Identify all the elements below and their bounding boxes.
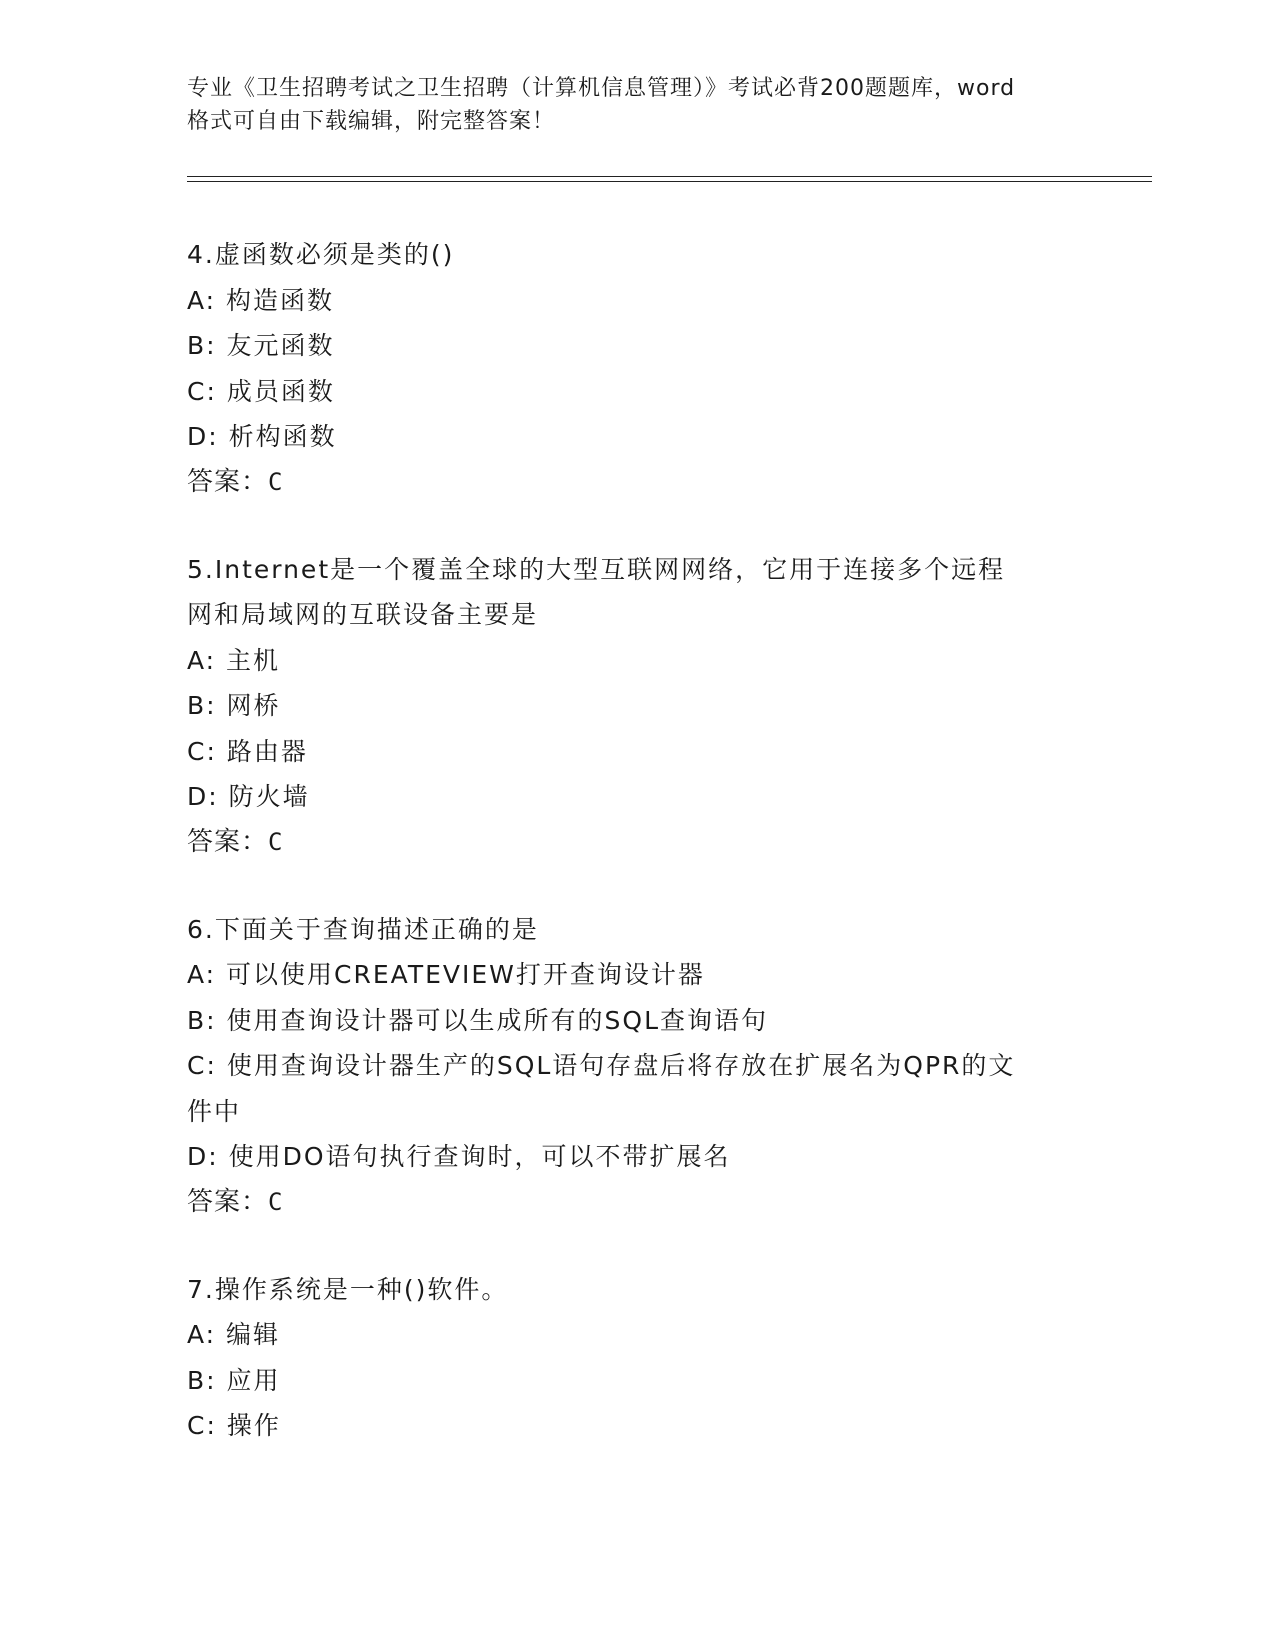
document-header <box>187 72 1087 138</box>
answer-label: 答案： <box>187 1186 269 1217</box>
question-stem: 5.Internet是一个覆盖全球的大型互联网网络，它用于连接多个远程 <box>187 554 1006 584</box>
answer-label: 答案： <box>187 826 269 857</box>
question-6 <box>187 907 1087 1225</box>
option-c: C: 路由器 <box>187 736 308 766</box>
answer-line <box>187 460 1087 505</box>
option-c-continued: 件中 <box>187 1096 242 1126</box>
header-divider-bottom <box>187 181 1152 182</box>
answer-line <box>187 1180 1087 1225</box>
option-d: D: 析构函数 <box>187 422 337 451</box>
option-c: C: 使用查询设计器生产的SQL语句存盘后将存放在扩展名为QPR的文 <box>187 1051 1016 1080</box>
header-line-1: 专业《卫生招聘考试之卫生招聘（计算机信息管理）》考试必背200题题库，word <box>187 76 1016 101</box>
option-a: A: 编辑 <box>187 1320 281 1349</box>
option-b: B: 使用查询设计器可以生成所有的SQL查询语句 <box>187 1005 768 1035</box>
answer-label: 答案： <box>187 466 269 497</box>
option-c: C: 操作 <box>187 1411 281 1440</box>
header-divider-top <box>187 176 1152 177</box>
option-a: A: 构造函数 <box>187 285 335 315</box>
option-a: A: 主机 <box>187 645 281 675</box>
option-d: D: 使用DO语句执行查询时，可以不带扩展名 <box>187 1142 731 1171</box>
question-stem-continued: 网和局域网的互联设备主要是 <box>187 600 539 629</box>
question-list <box>187 232 1087 1491</box>
header-line-2: 格式可自由下载编辑，附完整答案！ <box>187 109 556 134</box>
option-d: D: 防火墙 <box>187 782 310 811</box>
answer-value: C <box>268 827 284 856</box>
option-b: B: 友元函数 <box>187 331 335 360</box>
option-b: B: 应用 <box>187 1365 281 1395</box>
answer-value: C <box>268 467 284 496</box>
question-stem: 4.虚函数必须是类的() <box>187 240 455 269</box>
question-7 <box>187 1267 1087 1449</box>
option-c: C: 成员函数 <box>187 376 335 406</box>
answer-line <box>187 820 1087 865</box>
option-b: B: 网桥 <box>187 691 281 720</box>
option-a: A: 可以使用CREATEVIEW打开查询设计器 <box>187 960 705 989</box>
question-stem: 6.下面关于查询描述正确的是 <box>187 914 539 944</box>
question-5 <box>187 547 1087 865</box>
answer-value: C <box>268 1187 284 1216</box>
question-stem: 7.操作系统是一种()软件。 <box>187 1274 509 1304</box>
question-4 <box>187 232 1087 505</box>
